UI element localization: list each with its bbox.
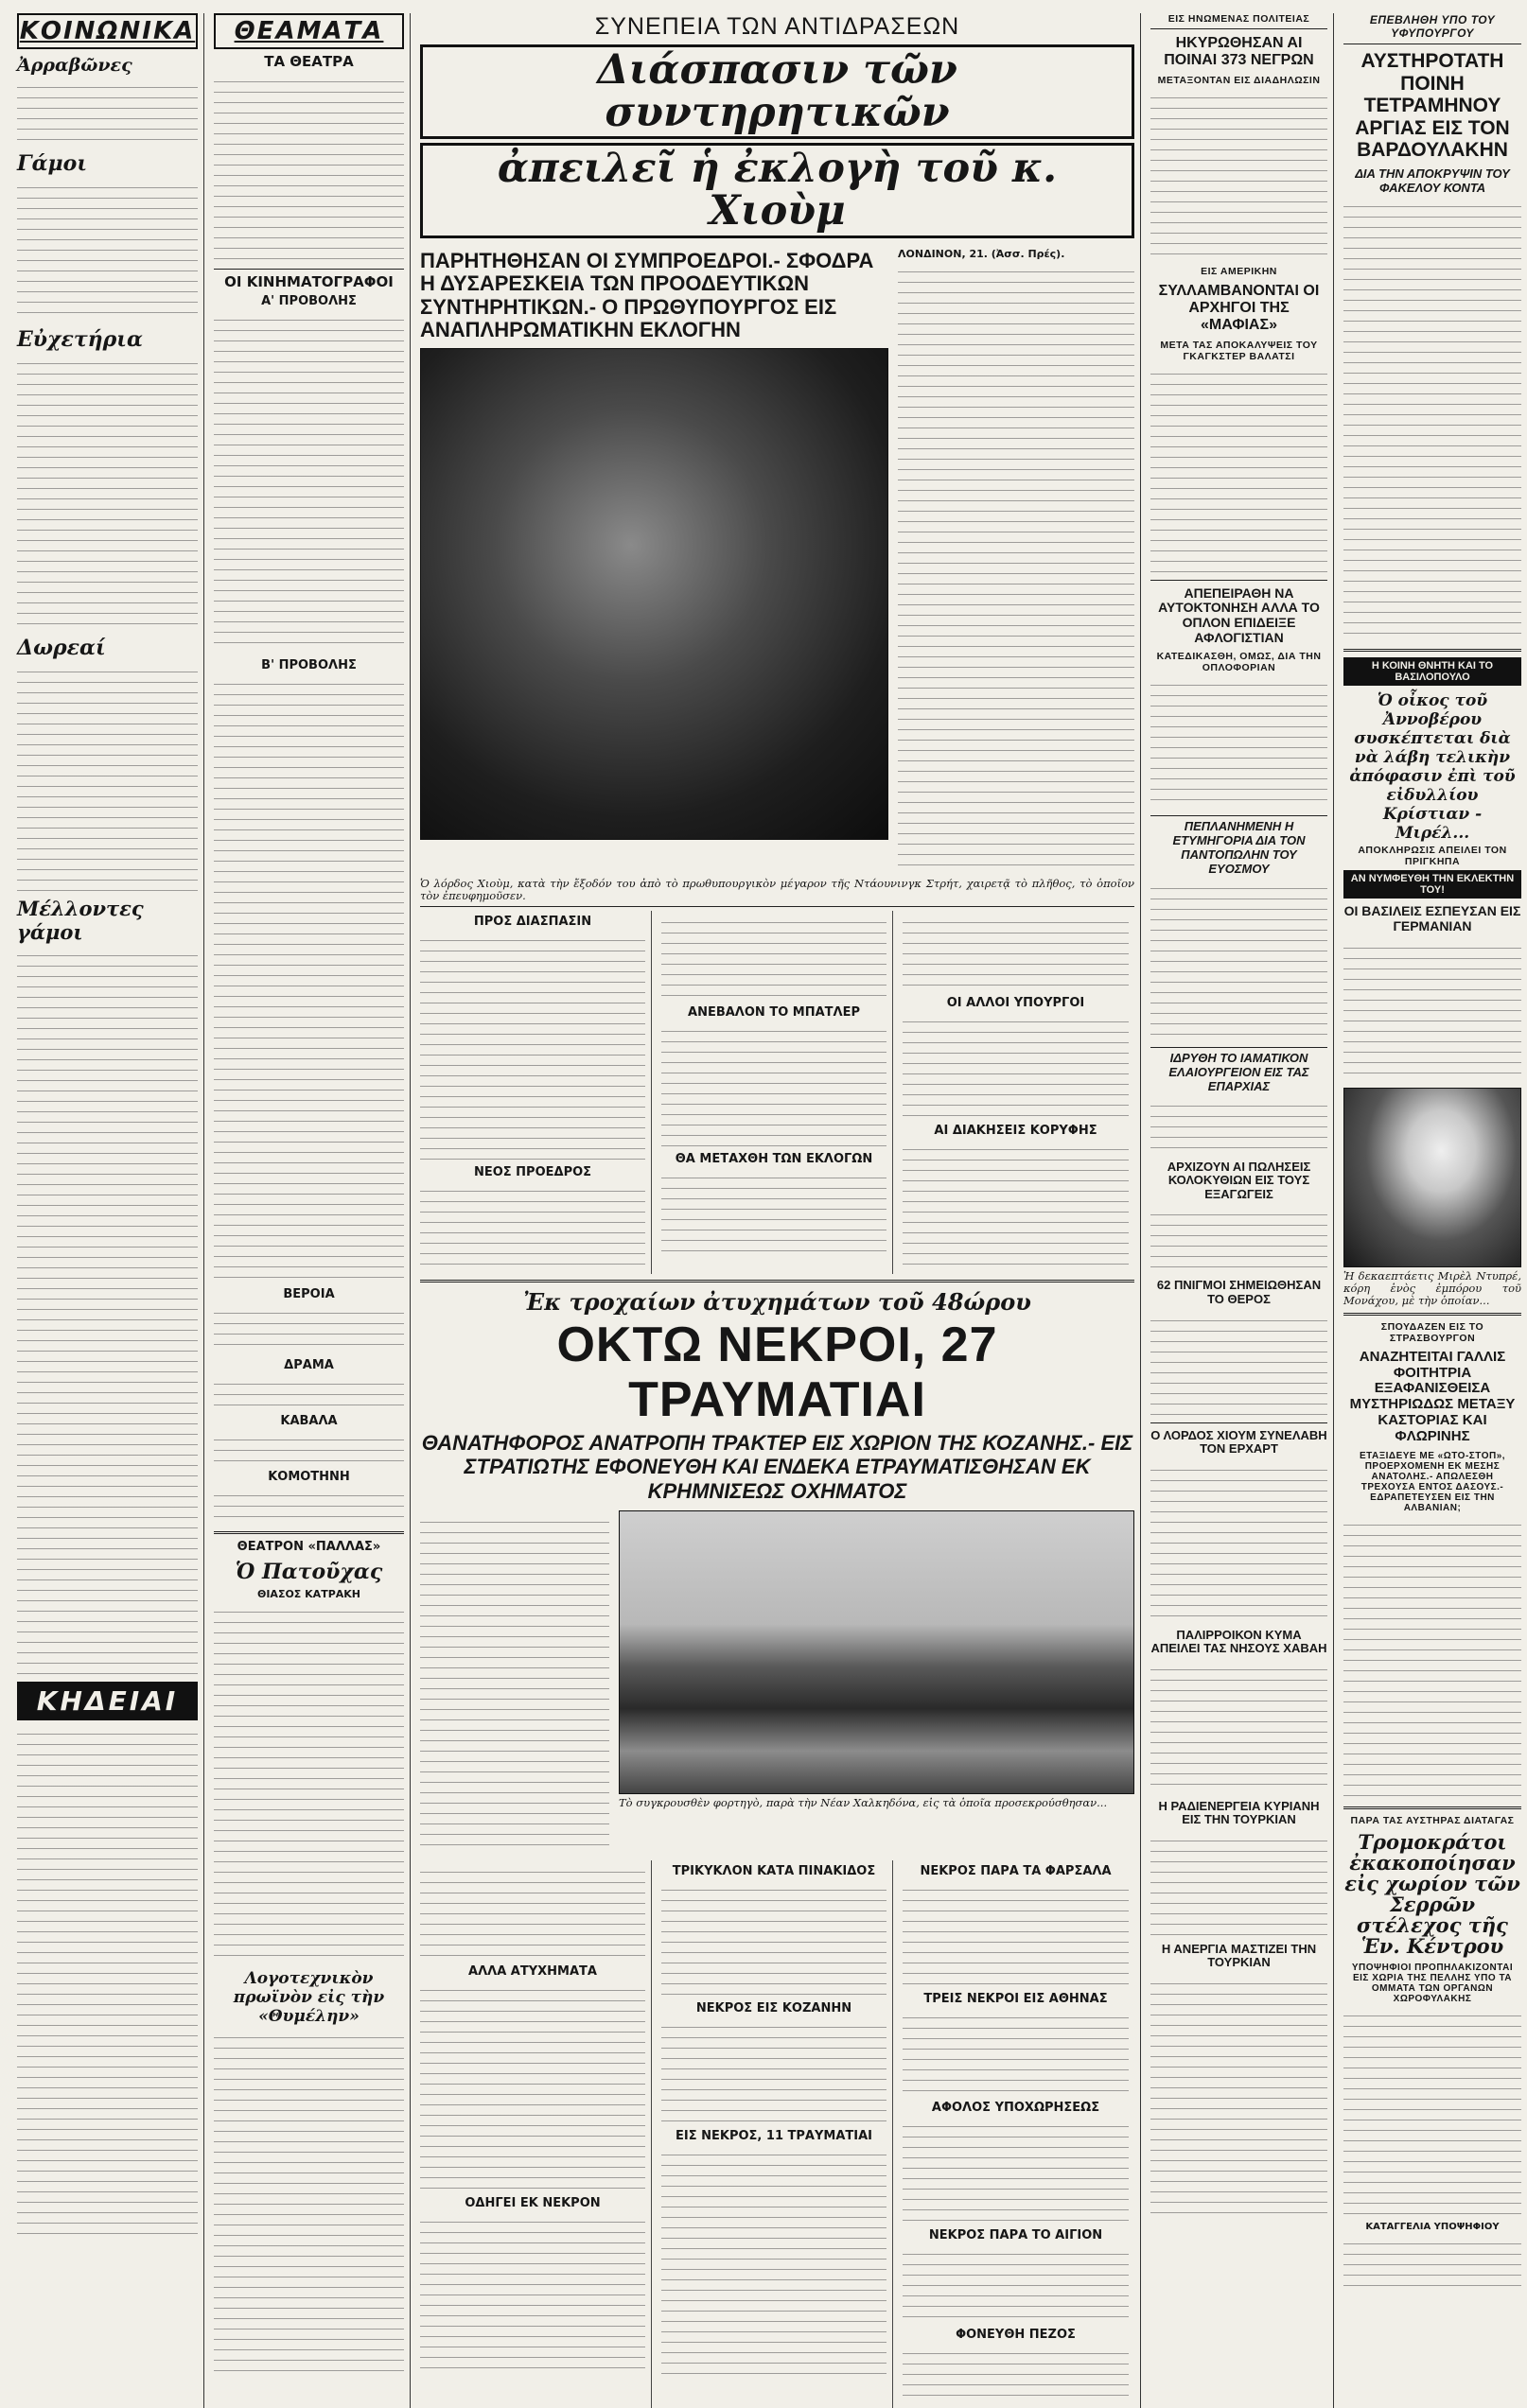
kicker-strasbourg: ΣΠΟΥΔΑΖΕΝ ΕΙΣ ΤΟ ΣΤΡΑΣΒΟΥΡΓΟΝ: [1380, 1320, 1484, 1344]
text-block: [903, 1014, 1129, 1118]
text-block: [661, 1023, 886, 1146]
headline-lord-home-erhard: Ο ΛΟΡΔΟΣ ΧΙΟΥΜ ΣΥΝΕΛΑΒΗ ΤΟΝ ΕΡΧΑΡΤ: [1150, 1427, 1327, 1457]
headline-suicide-attempt: ΑΠΕΠΕΙΡΑΘΗ ΝΑ ΑΥΤΟΚΤΟΝΗΣΗ ΑΛΛΑ ΤΟ ΟΠΛΟΝ ΕΠΙΔΕΙΞΕ ΑΦΛΟΓΙΣΤΙΑΝ: [1158, 585, 1320, 645]
heading-a-provolis: Α' ΠΡΟΒΟΛΗΣ: [261, 294, 357, 308]
text-block: [1343, 940, 1521, 1082]
text-block: [1343, 2236, 1521, 2293]
text-block: [17, 356, 198, 630]
headline-radioactivity: Η ΡΑΔΙΕΝΕΡΓΕΙΑ ΚΥΡΙΑΝΗ ΕΙΣ ΤΗΝ ΤΟΥΡΚΙΑΝ: [1158, 1798, 1320, 1827]
text-block: [1150, 366, 1327, 574]
subhead-disinheritance: ΑΠΟΚΛΗΡΩΣΙΣ ΑΠΕΙΛΕΙ ΤΟΝ ΠΡΙΓΚΗΠΑ: [1358, 845, 1507, 868]
text-block: [903, 915, 1129, 990]
column-main-story: [418, 13, 1141, 2408]
heading-oi-alloi: ΟΙ ΑΛΛΟΙ ΥΠΟΥΡΓΟΙ: [946, 995, 1085, 1010]
photo-caption: Ὁ λόρδος Χιοὺμ, κατὰ τὴν ἔξοδόν του ἀπὸ τὸ πρωθυπουργικὸν μέγαρον τῆς Ντάουνινγκ Στρήτ, χαιρετᾷ τὸ πλῆθος, τὸ ὁποῖον τὸν ἐπευφημοῦσεν.: [420, 876, 1134, 902]
heading-dorea: Δωρεαί: [17, 636, 106, 660]
heading-treis-nekroi: ΤΡΕΙΣ ΝΕΚΡΟΙ ΕΙΣ ΑΘΗΝΑΣ: [923, 1991, 1108, 2006]
text-block: [1150, 677, 1327, 810]
text-block: [661, 1170, 886, 1255]
heading-neos-proedros: ΝΕΟΣ ΠΡΟΕΔΡΟΣ: [473, 1164, 592, 1179]
heading-nekros-aigio: ΝΕΚΡΟΣ ΠΑΡΑ ΤΟ ΑΙΓΙΟΝ: [928, 2227, 1103, 2242]
text-block: [1150, 90, 1327, 260]
text-block: [214, 74, 404, 263]
heading-theatra: ΤΑ ΘΕΑΤΡΑ: [264, 53, 354, 70]
heading-avolos: ΑΦΟΛΟΣ ΥΠΟΧΩΡΗΣΕΩΣ: [931, 2100, 1100, 2115]
heading-dialipsis: ΟΔΗΓΕΙ ΕΚ ΝΕΚΡΟΝ: [465, 2195, 601, 2210]
column-world-news: [1149, 13, 1334, 2408]
accidents-kicker: Ἐκ τροχαίων ἀτυχημάτων τοῦ 48ώρου: [523, 1287, 1031, 1316]
text-block: [1150, 1662, 1327, 1794]
heading-anevalon: ΑΝΕΒΑΛΟΝ ΤΟ ΜΠΑΤΛΕΡ: [688, 1004, 860, 1020]
heading-nekros-farsala: ΝΕΚΡΟΣ ΠΑΡΑ ΤΑ ΦΑΡΣΑΛΑ: [920, 1863, 1112, 1878]
dateline: ΛΟΝΔΙΝΟΝ, 21. (Ἀσσ. Πρές).: [898, 247, 1065, 260]
headline-verdict: ΠΕΠΛΑΝΗΜΕΝΗ Η ΕΤΥΜΗΓΟΡΙΑ ΔΙΑ ΤΟΝ ΠΑΝΤΟΠΩΛΗΝ ΤΟΥ ΕΥΟΣΜΟΥ: [1172, 819, 1306, 877]
text-block: [1150, 1833, 1327, 1937]
heading-eyxetiria: Εὐχετήρια: [17, 327, 143, 352]
heading-theatron-pallas: ΘΕΑΤΡΟΝ «ΠΑΛΛΑΣ»: [237, 1540, 381, 1554]
heading-kinimatografoi: ΟΙ ΚΙΝΗΜΑΤΟΓΡΑΦΟΙ: [224, 273, 394, 290]
text-block: [661, 915, 886, 1000]
headline-vardoulakis: ΑΥΣΤΗΡΟΤΑΤΗ ΠΟΙΝΗ ΤΕΤΡΑΜΗΝΟΥ ΑΡΓΙΑΣ ΕΙΣ ΤΟΝ ΒΑΡΔΟΥΛΑΚΗΝ: [1355, 50, 1510, 162]
heading-kavala: ΚΑΒΑΛΑ: [280, 1414, 338, 1428]
text-block: [214, 1432, 404, 1464]
heading-mellontes-gamoi: Μέλλοντες γάμοι: [17, 897, 144, 944]
section-banner-theamata: ΘΕΑΜΑΤΑ: [214, 13, 404, 49]
headline-line2: ἀπειλεῖ ἡ ἐκλογὴ τοῦ κ. Χιοὺμ: [420, 143, 1134, 237]
portrait-caption: Ἡ δεκαεπτάετις Μιρὲλ Ντυπρέ, κόρη ἑνὸς ἐμπόρου τοῦ Μονάχου, μὲ τὴν ὁποίαν...: [1343, 1268, 1521, 1307]
text-block: [903, 1142, 1129, 1265]
text-block: [420, 2214, 645, 2375]
column-theamata: [212, 13, 411, 2408]
subhead-marriage: ΑΝ ΝΥΜΦΕΥΘΗ ΤΗΝ ΕΚΛΕΚΤΗΝ ΤΟΥ!: [1343, 870, 1521, 899]
heading-eis-nekros-11: ΕΙΣ ΝΕΚΡΟΣ, 11 ΤΡΑΥΜΑΤΙΑΙ: [676, 2128, 872, 2143]
kicker-strict-orders: ΠΑΡΑ ΤΑΣ ΑΥΣΤΗΡΑΣ ΔΙΑΤΑΓΑΣ: [1350, 1814, 1515, 1826]
heading-komotini: ΚΟΜΟΤΗΝΗ: [268, 1470, 350, 1484]
heading-arravones: Ἀρραβῶνες: [17, 55, 132, 76]
main-subhead: ΠΑΡΗΤΗΘΗΣΑΝ ΟΙ ΣΥΜΠΡΟΕΔΡΟΙ.- ΣΦΟΔΡΑ Η ΔΥΣΑΡΕΣΚΕΙΑ ΤΩΝ ΠΡΟΟΔΕΥΤΙΚΩΝ ΣΥΝΤΗΡΗΤΙΚΩΝ.- Ο ΠΡΩΘΥΠΟΥΡΓΟΣ ΕΙΣ ΑΝΑΠΛΗΡΩΜΑΤΙΚΗΝ ΕΚΛΟΓΗΝ: [420, 248, 874, 342]
text-block: [420, 1183, 645, 1268]
text-block: [214, 1488, 404, 1526]
accidents-headline: ΟΚΤΩ ΝΕΚΡΟΙ, 27 ΤΡΑΥΜΑΤΙΑΙ: [556, 1317, 998, 1427]
text-block: [17, 1726, 198, 2237]
photo-crashed-truck: [619, 1510, 1134, 1794]
text-block: [1150, 881, 1327, 1041]
heading-gamoi: Γάμοι: [17, 151, 87, 176]
heading-tha-metaxthi: ΘΑ ΜΕΤΑΧΘΗ ΤΩΝ ΕΚΛΟΓΩΝ: [675, 1151, 873, 1166]
text-block: [1343, 1517, 1521, 1801]
kicker-usa: ΕΙΣ ΗΝΩΜΕΝΑΣ ΠΟΛΙΤΕΙΑΣ: [1167, 13, 1310, 25]
main-story-continuation: [420, 911, 1134, 1274]
text-block: [420, 1514, 609, 1855]
text-block: [1150, 1462, 1327, 1623]
heading-alla-atyximata: ΑΛΛΑ ΑΤΥΧΗΜΑΤΑ: [468, 1963, 597, 1979]
text-block: [661, 2019, 886, 2123]
heading-drama: ΔΡΑΜΑ: [284, 1358, 334, 1372]
text-block: [903, 2246, 1129, 2322]
text-block: [420, 1982, 645, 2190]
headline-hanover: Ὁ οἶκος τοῦ Ἀννοβέρου συσκέπτεται διὰ νὰ λάβη τελικὴν ἀπόφασιν ἐπὶ τοῦ εἰδυλλίου Κρίστιαν - Μιρέλ...: [1349, 691, 1516, 844]
headline-mafia: ΣΥΛΛΑΜΒΑΝΟΝΤΑΙ ΟΙ ΑΡΧΗΓΟΙ ΤΗΣ «ΜΑΦΙΑΣ»: [1158, 282, 1320, 333]
text-block: [214, 1376, 404, 1408]
section-banner-koinonika: ΚΟΙΝΩΝΙΚΑ: [17, 13, 198, 49]
heading-thiasos: ΘΙΑΣΟΣ ΚΑΤΡΑΚΗ: [256, 1588, 360, 1600]
headline-373-negroes: ΗΚΥΡΩΘΗΣΑΝ ΑΙ ΠΟΙΝΑΙ 373 ΝΕΓΡΩΝ: [1164, 35, 1314, 68]
text-block: [1150, 1313, 1327, 1417]
text-block: [903, 2346, 1129, 2402]
text-block: [661, 2147, 886, 2383]
text-block: [17, 948, 198, 1676]
headline-tidal-wave: ΠΑΛΙΡΡΟΙΚΟΝ ΚΥΜΑ ΑΠΕΙΛΕΙ ΤΑΣ ΝΗΣΟΥΣ ΧΑΒΑΗ: [1150, 1627, 1327, 1656]
text-block: [903, 2010, 1129, 2095]
subhead-demonstration: ΜΕΤΑΞΟΝΤΑΝ ΕΙΣ ΔΙΑΔΗΛΩΣΙΝ: [1157, 74, 1321, 86]
text-block: [214, 1604, 404, 1963]
heading-foneusan: ΦΟΝΕΥΘΗ ΠΕΖΟΣ: [956, 2327, 1076, 2342]
subhead-royals-germany: ΟΙ ΒΑΣΙΛΕΙΣ ΕΣΠΕΥΣΑΝ ΕΙΣ ΓΕΡΜΑΝΙΑΝ: [1343, 903, 1521, 934]
text-block: [420, 1864, 645, 1959]
text-block: [1343, 199, 1521, 643]
text-block: [214, 676, 404, 1282]
main-kicker: ΣΥΝΕΠΕΙΑ ΤΩΝ ΑΝΤΙΔΡΑΣΕΩΝ: [594, 13, 960, 40]
accidents-subhead: ΘΑΝΑΤΗΦΟΡΟΣ ΑΝΑΤΡΟΠΗ ΤΡΑΚΤΕΡ ΕΙΣ ΧΩΡΙΟΝ ΤΗΣ ΚΟΖΑΝΗΣ.- ΕΙΣ ΣΤΡΑΤΙΩΤΗΣ ΕΦΟΝΕΥΘΗ ΚΑΙ ΕΝΔΕΚΑ ΕΤΡΑΥΜΑΤΙΣΘΗΣΑΝ ΕΚ ΚΡΗΜΝΙΣΕΩΣ ΟΧΗΜΑΤΟΣ: [421, 1431, 1133, 1503]
accidents-continuation: [420, 1860, 1134, 2408]
section-banner-kedeiai: ΚΗΔΕΙΑΙ: [17, 1682, 198, 1720]
heading-patouxas: Ὁ Πατοῦχας: [235, 1560, 383, 1584]
text-block: [898, 264, 1134, 869]
heading-verroia: ΒΕΡΟΙΑ: [283, 1287, 335, 1301]
subhead-candidates: ΥΠΟΨΗΦΙΟΙ ΠΡΟΠΗΛΑΚΙΖΟΝΤΑΙ ΕΙΣ ΧΩΡΙΑ ΤΗΣ ΠΕΛΛΗΣ ΥΠΟ ΤΑ ΟΜΜΑΤΑ ΤΩΝ ΟΡΓΑΝΩΝ ΧΩΡΟΦΥΛΑΚΗΣ: [1351, 1962, 1514, 2004]
heading-katagellia: ΚΑΤΑΓΓΕΛΙΑ ΥΠΟΨΗΦΙΟΥ: [1365, 2221, 1500, 2232]
headline-drownings: 62 ΠΝΙΓΜΟΙ ΣΗΜΕΙΩΘΗΣΑΝ ΤΟ ΘΕΡΟΣ: [1156, 1278, 1322, 1306]
subhead-valachi: ΜΕΤΑ ΤΑΣ ΑΠΟΚΑΛΥΨΕΙΣ ΤΟΥ ΓΚΑΓΚΣΤΕΡ ΒΑΛΑΤΣΙ: [1160, 339, 1318, 362]
heading-nekros-kozani: ΝΕΚΡΟΣ ΕΙΣ ΚΟΖΑΝΗΝ: [695, 2000, 852, 2015]
kicker-america: ΕΙΣ ΑΜΕΡΙΚΗΝ: [1201, 265, 1277, 277]
heading-b-provolis: Β' ΠΡΟΒΟΛΗΣ: [261, 658, 357, 672]
heading-ai-diakeseis: ΑΙ ΔΙΑΚΗΣΕΙΣ ΚΟΡΥΦΗΣ: [934, 1123, 1097, 1138]
headline-line1: Διάσπασιν τῶν συντηρητικῶν: [420, 44, 1134, 139]
truck-caption: Τὸ συγκρουσθὲν φορτηγὸ, παρὰ τὴν Νέαν Χαλκηδόνα, εἰς τὰ ὁποῖα προσεκρούσθησαν...: [619, 1795, 1108, 1809]
text-block: [420, 933, 645, 1160]
subhead-autostop: ΕΤΑΞΙΔΕΥΕ ΜΕ «ΩΤΟ-ΣΤΟΠ», ΠΡΟΕΡΧΟΜΕΝΗ ΕΚ ΜΕΣΗΣ ΑΝΑΤΟΛΗΣ.- ΑΠΩΛΕΣΘΗ ΤΡΕΧΟΥΣΑ ΕΝΤΟΣ ΔΑΣΟΥΣ.- ΕΔΡΑΠΕΤΕΥΣΕΝ ΕΙΣ ΤΗΝ ΑΛΒΑΝΙΑΝ;: [1359, 1450, 1506, 1513]
column-right: [1342, 13, 1527, 2408]
text-block: [17, 180, 198, 322]
text-block: [1150, 1207, 1327, 1273]
text-block: [17, 79, 198, 146]
text-block: [17, 664, 198, 891]
photo-mirelle-portrait: [1343, 1088, 1521, 1267]
text-block: [1343, 2008, 1521, 2216]
photo-lord-home: [420, 348, 888, 840]
text-block: [903, 1882, 1129, 1986]
text-block: [661, 1882, 886, 1996]
heading-trikyklon: ΤΡΙΚΥΚΛΟΝ ΚΑΤΑ ΠΙΝΑΚΙΔΟΣ: [672, 1863, 876, 1878]
subhead-sentenced: ΚΑΤΕΔΙΚΑΣΘΗ, ΟΜΩΣ, ΔΙΑ ΤΗΝ ΟΠΛΟΦΟΡΙΑΝ: [1156, 651, 1322, 674]
text-block: [1150, 1098, 1327, 1155]
text-block: [214, 312, 404, 653]
headline-terrorists: Τρομοκράτοι ἐκακοποίησαν εἰς χωρίον τῶν Σερρῶν στέλεχος τῆς Ἑν. Κέντρου: [1344, 1829, 1520, 1958]
column-social: [15, 13, 204, 2408]
heading-pros-diaspasin: ΠΡΟΣ ΔΙΑΣΠΑΣΙΝ: [473, 914, 592, 929]
headline-cotton-sales: ΑΡΧΙΖΟΥΝ ΑΙ ΠΩΛΗΣΕΙΣ ΚΟΛΟΚΥΘΙΩΝ ΕΙΣ ΤΟΥΣ ΕΞΑΓΩΓΕΙΣ: [1167, 1159, 1311, 1201]
text-block: [214, 1305, 404, 1352]
heading-logotexnikon: Λογοτεχνικὸν πρωϊνὸν εἰς τὴν «Θυμέλην»: [233, 1969, 385, 2026]
headline-oil-mills: ΙΔΡΥΘΗ ΤΟ ΙΑΜΑΤΙΚΟΝ ΕΛΑΙΟΥΡΓΕΙΟΝ ΕΙΣ ΤΑΣ ΕΠΑΡΧΙΑΣ: [1168, 1050, 1309, 1093]
subhead-konta-file: ΔΙΑ ΤΗΝ ΑΠΟΚΡΥΨΙΝ ΤΟΥ ΦΑΚΕΛΟΥ ΚΟΝΤΑ: [1355, 166, 1510, 195]
headline-french-student: ΑΝΑΖΗΤΕΙΤΑΙ ΓΑΛΛΙΣ ΦΟΙΤΗΤΡΙΑ ΕΞΑΦΑΝΙΣΘΕΙΣΑ ΜΥΣΤΗΡΙΩΔΩΣ ΜΕΤΑΞΥ ΚΑΣΤΟΡΙΑΣ ΚΑΙ ΦΛΩΡΙΝΗΣ: [1349, 1348, 1516, 1444]
headline-unemployment: Η ΑΝΕΡΓΙΑ ΜΑΣΤΙΖΕΙ ΤΗΝ ΤΟΥΡΚΙΑΝ: [1161, 1941, 1317, 1970]
text-block: [1150, 1976, 1327, 2222]
text-block: [903, 2119, 1129, 2223]
kicker-royal: Η ΚΟΙΝΗ ΘΝΗΤΗ ΚΑΙ ΤΟ ΒΑΣΙΛΟΠΟΥΛΟ: [1343, 657, 1521, 686]
kicker-deputy-minister: ΕΠΕΒΛΗΘΗ ΥΠΟ ΤΟΥ ΥΦΥΠΟΥΡΓΟΥ: [1369, 13, 1496, 40]
text-block: [214, 2030, 404, 2380]
